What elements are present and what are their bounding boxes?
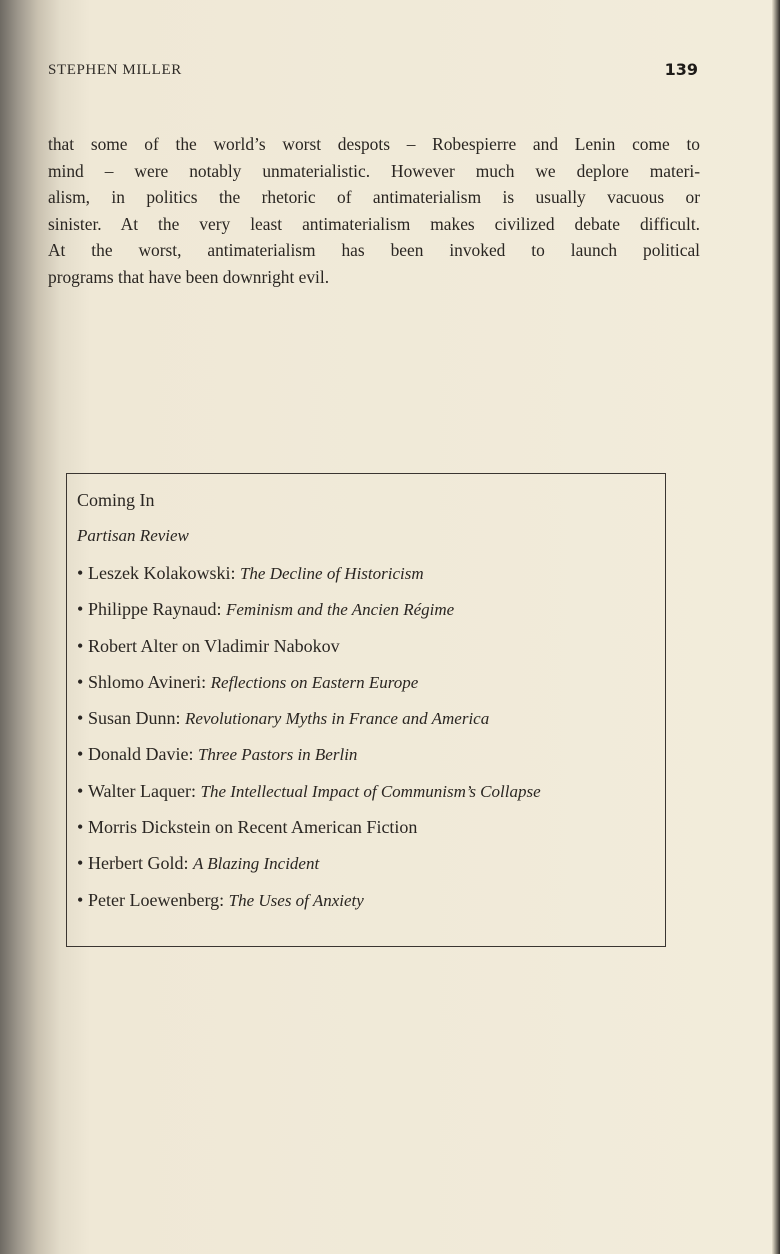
bullet: • (77, 744, 84, 765)
bullet: • (77, 635, 84, 656)
bullet: • (77, 563, 84, 583)
page-edge-shadow (772, 0, 780, 1254)
item-lead: Donald Davie: (88, 744, 198, 765)
list-item (77, 850, 541, 886)
item-lead: Susan Dunn: (88, 708, 186, 729)
item-title: Reflections on Eastern Europe (210, 672, 419, 692)
list-item (77, 778, 541, 814)
item-lead: Herbert Gold: (88, 853, 193, 874)
item-title: The Decline of Historicism (239, 564, 424, 583)
body-line: that some of the world’s worst despots – Robespierre and Lenin come to (48, 134, 700, 154)
list-item (77, 596, 541, 632)
item-lead: Philippe Raynaud: (88, 599, 226, 620)
item-lead: Peter Loewenberg: (88, 889, 229, 910)
advertisement-list (77, 560, 541, 923)
advertisement-box (66, 473, 666, 947)
body-line: At the worst, antimaterialism has been invoked to launch political (48, 240, 700, 260)
advertisement-heading: Coming In (77, 490, 155, 510)
body-line: alism, in politics the rhetoric of antimaterialism is usually vacuous or (48, 187, 700, 207)
item-title: Three Pastors in Berlin (197, 745, 358, 765)
bullet: • (77, 889, 84, 910)
list-item (77, 887, 541, 923)
bullet: • (77, 853, 84, 874)
item-lead: Morris Dickstein on Recent American Fiction (88, 817, 418, 838)
bullet: • (77, 671, 84, 692)
bullet: • (77, 708, 84, 729)
advertisement-magazine: Partisan Review (77, 526, 189, 545)
body-line: mind – were notably unmaterialistic. However much we deplore materi- (48, 160, 700, 181)
running-head-author: STEPHEN MILLER (48, 62, 182, 78)
page-number: 139 (664, 60, 698, 79)
item-lead: Walter Laquer: (88, 780, 201, 801)
bullet: • (77, 780, 84, 801)
list-item (77, 814, 541, 850)
item-lead: Shlomo Avineri: (88, 671, 211, 692)
item-lead: Leszek Kolakowski: (88, 563, 240, 583)
list-item (77, 705, 541, 741)
running-head (48, 62, 698, 86)
item-title: The Uses of Anxiety (228, 890, 364, 910)
body-line: sinister. At the very least antimaterialism makes civilized debate difficult. (48, 213, 700, 234)
list-item (77, 741, 541, 777)
item-title: The Intellectual Impact of Communism’s Collapse (200, 781, 541, 801)
bullet: • (77, 817, 84, 838)
bullet: • (77, 599, 84, 620)
body-line: programs that have been downright evil. (48, 266, 330, 287)
item-title: Feminism and the Ancien Régime (226, 600, 455, 620)
list-item (77, 560, 541, 596)
item-title: A Blazing Incident (192, 854, 320, 874)
list-item (77, 669, 541, 705)
item-lead: Robert Alter on Vladimir Nabokov (88, 635, 340, 656)
item-title: Revolutionary Myths in France and America (185, 709, 490, 729)
list-item (77, 633, 541, 669)
body-paragraph (48, 131, 700, 290)
